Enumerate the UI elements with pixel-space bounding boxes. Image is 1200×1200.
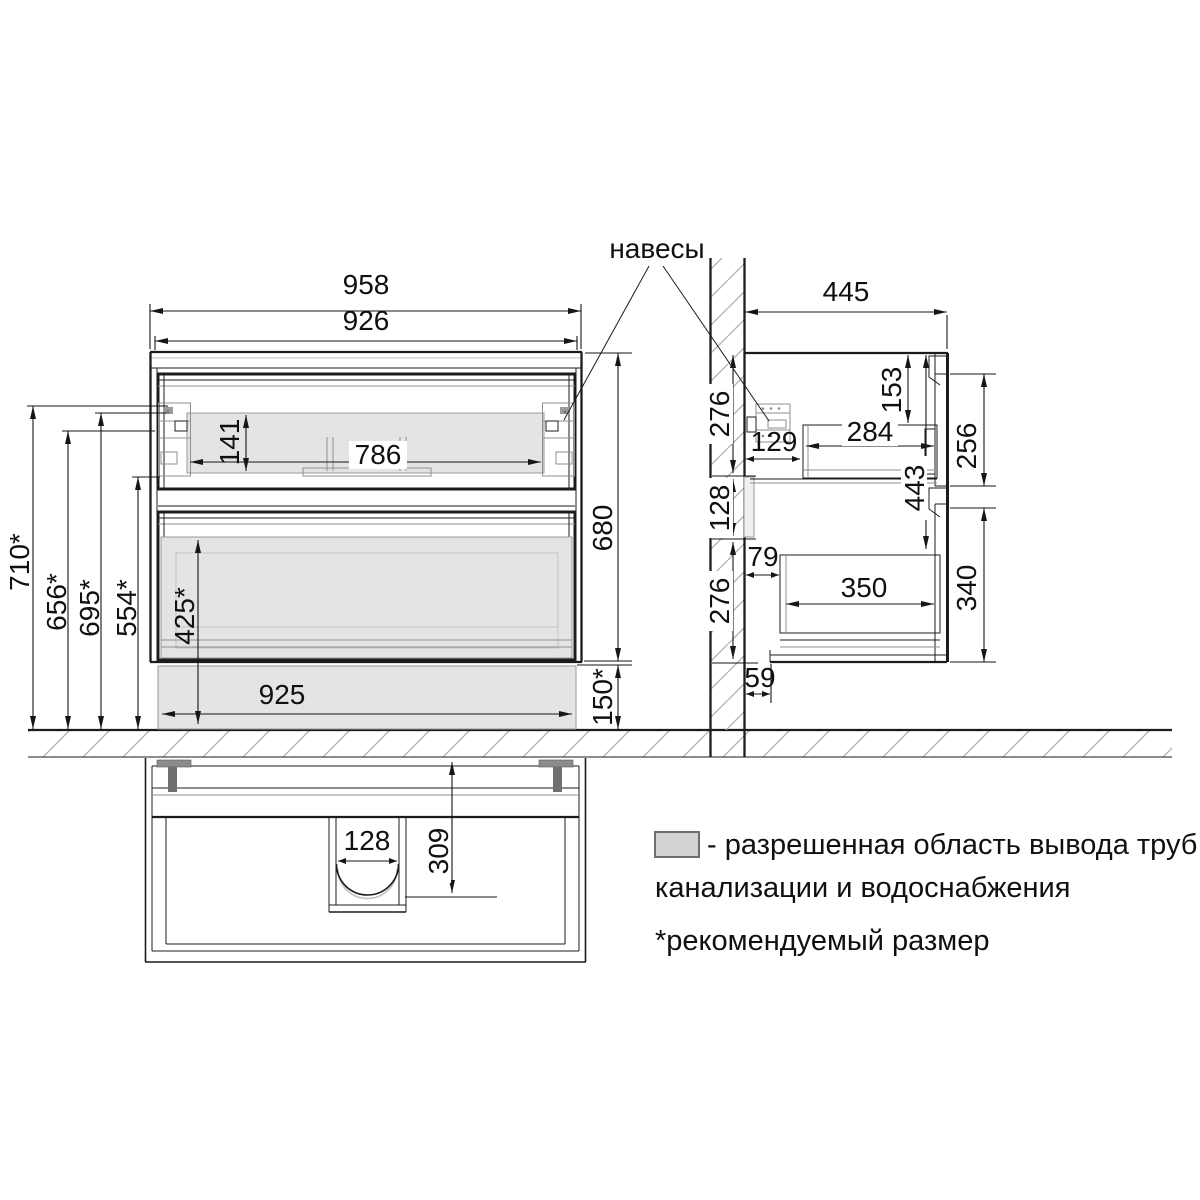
floor [28,730,1172,757]
dim-153-label: 153 [875,366,907,414]
dim-710-label: 710* [3,533,35,591]
dim-284-label: 284 [846,416,894,447]
bv-arc-shadow [338,869,397,899]
dim-925-label: 925 [258,679,306,710]
legend-note: *рекомендуемый размер [655,925,990,957]
dim-141-label: 141 [213,418,245,466]
dim-cutout-depth [405,762,497,897]
dim-mount-554 [111,477,160,729]
dim-79-label: 79 [747,541,779,572]
hangers-label: навесы [609,233,705,264]
hanger-front-left [159,403,191,476]
dim-top-zone-height [214,415,246,471]
dim-mount-710 [4,406,168,729]
floor-hatch [28,731,1172,757]
dim-695-label: 695* [73,579,105,637]
dim-926-label: 926 [342,305,390,336]
dim-body-width [155,305,577,350]
handle-groove-lower [929,488,947,517]
dim-top-inset [876,355,908,423]
dim-150-label: 150* [586,668,618,726]
dim-350-label: 350 [840,572,888,603]
front-view [4,269,632,729]
legend-line1: - разрешенная область вывода труб [707,829,1198,861]
dim-425-label: 425* [168,587,200,645]
dim-upper-drawer-depth [806,416,934,447]
dim-786-label: 786 [354,439,402,470]
hanger-front-right [543,403,575,476]
dim-lower-drawer-depth [786,572,934,604]
dim-lower-clearance [746,541,779,575]
handle-groove-upper [929,356,947,385]
bv-arc [337,864,399,895]
legend-line2: канализации и водоснабжения [655,872,1071,904]
dim-656-label: 656* [40,573,72,631]
dim-128-wall-label: 128 [703,484,735,532]
dim-bottom-zone-height [577,665,632,729]
dim-cabinet-height [584,353,632,661]
dim-plinth-inset [744,662,775,703]
bottom-view [145,758,586,962]
side-view [704,276,996,703]
dim-mount-695 [74,413,166,729]
dim-276-top-label: 276 [703,390,735,438]
dim-129-label: 129 [750,426,798,457]
dim-340-label: 340 [950,564,982,612]
dim-cutout-width [338,825,397,861]
pipe-zone-side [744,477,754,537]
dim-wall-zone [704,478,735,538]
dim-lower-front-height [950,508,996,662]
legend-swatch [655,832,699,857]
dim-958-label: 958 [342,269,390,300]
bv-clip-right [539,760,573,792]
dim-276-bottom-label: 276 [703,577,735,625]
dim-309-label: 309 [422,827,454,875]
dim-upper-front-height [950,374,996,486]
dim-443-label: 443 [898,464,930,512]
dim-wall-clearance [746,426,800,459]
dim-depth [745,276,947,349]
dim-128-bottom-label: 128 [343,825,391,856]
dim-59-label: 59 [744,662,776,693]
bv-clip-left [157,760,191,792]
pipe-zone-bottom [158,666,576,729]
dim-256-label: 256 [950,422,982,470]
dim-680-label: 680 [586,504,618,552]
legend [655,829,1197,957]
dim-554-label: 554* [110,579,142,637]
dim-445-label: 445 [822,276,870,307]
